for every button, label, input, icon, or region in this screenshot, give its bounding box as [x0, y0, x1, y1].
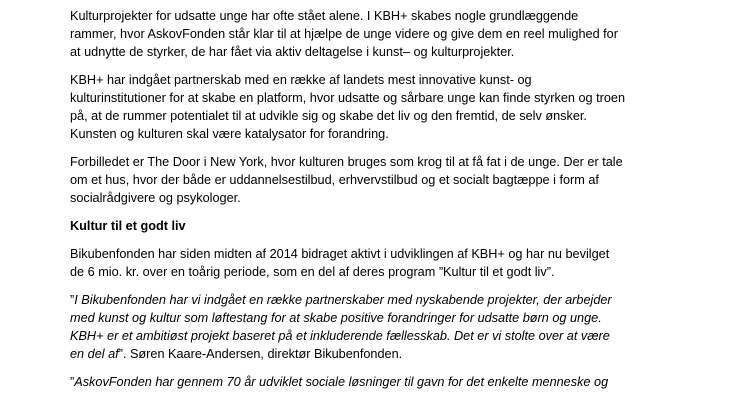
text-line: at udnytte de styrker, de har fået via aktiv deltagelse i kunst– og kulturprojekter. [70, 45, 515, 59]
quote-text: en del af [70, 347, 119, 361]
text-line: socialrådgivere og psykologer. [70, 191, 241, 205]
text-line: Forbilledet er The Door i New York, hvor kulturen bruges som krog til at få fat i de unge. Der er tale [70, 155, 623, 169]
paragraph-intro [70, 7, 710, 61]
text-line: kulturinstitutioner for at skabe en platform, hvor udsatte og sårbare unge kan finde styrken og troen [70, 91, 626, 105]
quote-line [70, 327, 710, 345]
text-line: Bikubenfonden har siden midten af 2014 bidraget aktivt i udviklingen af KBH+ og har nu bevilget [70, 247, 610, 261]
quote-line [70, 291, 710, 309]
quote-attribution: ”. Søren Kaare-Andersen, direktør Bikubenfonden. [118, 347, 403, 361]
paragraph-the-door [70, 153, 710, 207]
text-line: om et hus, hvor der både er uddannelsestilbud, erhvervstilbud og et socialt bagtæppe i form af [70, 173, 599, 187]
text-line: Kunsten og kulturen skal være katalysator for forandring. [70, 127, 389, 141]
text-line: rammer, hvor AskovFonden står klar til at hjælpe de unge videre og give dem en reel mulighed for [70, 27, 618, 41]
paragraph-partnership [70, 71, 710, 143]
quote-line [70, 309, 710, 327]
text-line: Kulturprojekter for udsatte unge har ofte stået alene. I KBH+ skabes nogle grundlæggende [70, 9, 579, 23]
quote-askovfonden [70, 373, 710, 391]
text-line: KBH+ har indgået partnerskab med en række af landets mest innovative kunst- og [70, 73, 532, 87]
quote-open-mark: ” [70, 375, 75, 389]
quote-text: I Bikubenfonden har vi indgået en række partnerskaber med nyskabende projekter, der arbejder [74, 293, 612, 307]
quote-line [70, 345, 710, 363]
quote-open-mark: ” [70, 293, 75, 307]
quote-line [70, 373, 710, 391]
paragraph-bikubenfonden [70, 245, 710, 281]
document-body [70, 7, 710, 401]
text-line: på, at de rummer potentialet til at udvikle sig og skabe det liv og den fremtid, de selv ønsker. [70, 109, 587, 123]
quote-text: KBH+ er et ambitiøst projekt baseret på et inkluderende fællesskab. Det er vi stolte over at være [70, 329, 610, 343]
text-line: de 6 mio. kr. over en toårig periode, som en del af deres program ”Kultur til et godt liv”. [70, 265, 555, 279]
quote-bikubenfonden [70, 291, 710, 363]
quote-text: AskovFonden har gennem 70 år udviklet sociale løsninger til gavn for det enkelte menneske og [74, 375, 609, 389]
quote-text: med kunst og kultur som løftestang for at skabe positive forandringer for udsatte børn og unge. [70, 311, 602, 325]
section-heading: Kultur til et godt liv [70, 219, 186, 233]
